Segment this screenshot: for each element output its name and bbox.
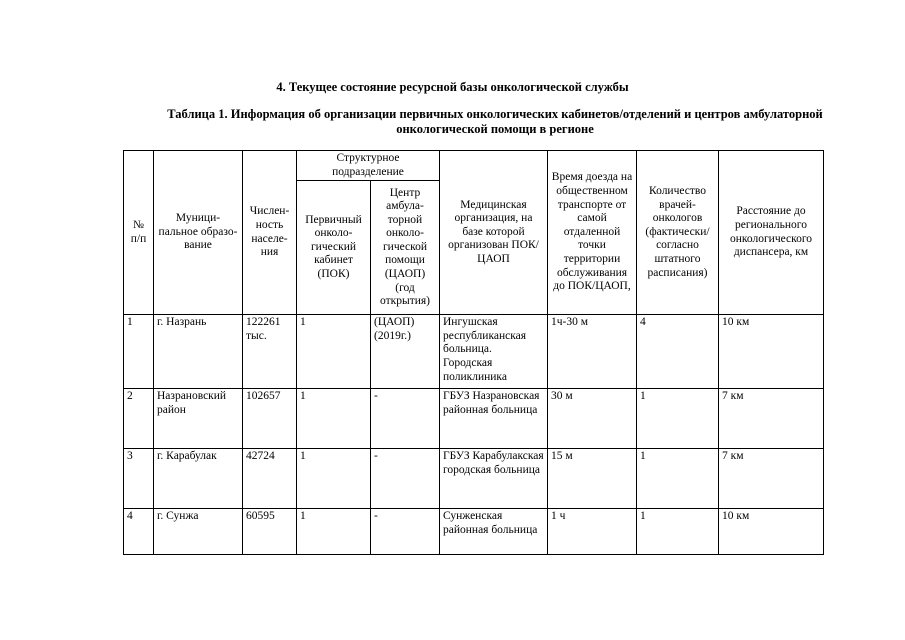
cell-num: 4 xyxy=(124,509,154,555)
cell-municipality: г. Сунжа xyxy=(154,509,243,555)
cell-pok: 1 xyxy=(297,389,371,449)
cell-pok: 1 xyxy=(297,449,371,509)
header-structural: Структурное подразделение xyxy=(297,151,440,181)
header-caop: Центр амбула-торной онколо-гической помощи (ЦАОП) (год открытия) xyxy=(371,181,440,315)
cell-distance: 10 км xyxy=(719,315,824,389)
cell-distance: 7 км xyxy=(719,389,824,449)
table-caption: Таблица 1. Информация об организации первичных онкологических кабинетов/отделений и центров амбулаторной онкологической помощи в регионе xyxy=(167,107,823,136)
cell-municipality: Назрановский район xyxy=(154,389,243,449)
cell-med-org: ГБУЗ Карабулакская городская больница xyxy=(440,449,548,509)
oncology-table xyxy=(123,150,824,555)
cell-municipality: г. Назрань xyxy=(154,315,243,389)
cell-pok: 1 xyxy=(297,509,371,555)
cell-med-org: ГБУЗ Назрановская районная больница xyxy=(440,389,548,449)
table-row xyxy=(124,509,824,555)
cell-num: 1 xyxy=(124,315,154,389)
header-travel-time: Время доезда на общественном транспорте от самой отдаленной точки территории обслуживания до ПОК/ЦАОП, xyxy=(548,151,637,315)
cell-oncologists: 4 xyxy=(637,315,719,389)
header-oncologists: Количество врачей-онкологов (фактически/ согласно штатного расписания) xyxy=(637,151,719,315)
cell-travel-time: 1 ч xyxy=(548,509,637,555)
cell-caop: - xyxy=(371,389,440,449)
table-row xyxy=(124,449,824,509)
cell-municipality: г. Карабулак xyxy=(154,449,243,509)
cell-population: 122261 тыс. xyxy=(243,315,297,389)
cell-travel-time: 1ч-30 м xyxy=(548,315,637,389)
cell-num: 2 xyxy=(124,389,154,449)
cell-med-org: Ингушская республиканская больница. Городская поликлиника xyxy=(440,315,548,389)
header-num: № п/п xyxy=(124,151,154,315)
cell-population: 42724 xyxy=(243,449,297,509)
cell-travel-time: 15 м xyxy=(548,449,637,509)
cell-oncologists: 1 xyxy=(637,389,719,449)
header-med-org: Медицинская организация, на базе которой организован ПОК/ЦАОП xyxy=(440,151,548,315)
section-title: 4. Текущее состояние ресурсной базы онкологической службы xyxy=(276,80,629,94)
header-pok: Первичный онколо-гический кабинет (ПОК) xyxy=(297,181,371,315)
table-row xyxy=(124,315,824,389)
cell-population: 60595 xyxy=(243,509,297,555)
cell-distance: 7 км xyxy=(719,449,824,509)
cell-pok: 1 xyxy=(297,315,371,389)
cell-med-org: Сунженская районная больница xyxy=(440,509,548,555)
header-municipality: Муници-пальное образо-вание xyxy=(154,151,243,315)
cell-caop: - xyxy=(371,509,440,555)
cell-travel-time: 30 м xyxy=(548,389,637,449)
cell-oncologists: 1 xyxy=(637,509,719,555)
cell-num: 3 xyxy=(124,449,154,509)
table-row xyxy=(124,389,824,449)
cell-caop: (ЦАОП) (2019г.) xyxy=(371,315,440,389)
cell-distance: 10 км xyxy=(719,509,824,555)
cell-caop: - xyxy=(371,449,440,509)
header-population: Числен-ность населе-ния xyxy=(243,151,297,315)
header-distance: Расстояние до регионального онкологического диспансера, км xyxy=(719,151,824,315)
cell-oncologists: 1 xyxy=(637,449,719,509)
cell-population: 102657 xyxy=(243,389,297,449)
